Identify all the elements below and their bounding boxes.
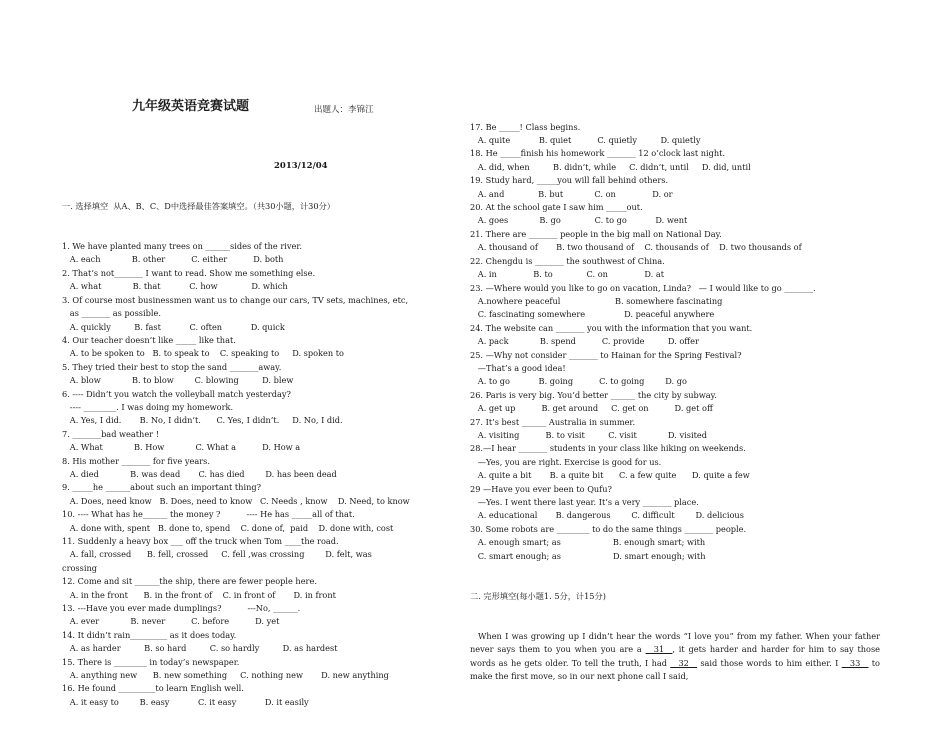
answer-options: A. blow B. to blow C. blowing D. blew <box>62 375 294 386</box>
answer-options: C. smart enough; as D. smart enough; with <box>470 550 706 561</box>
answer-options: A. as harder B. so hard C. so hardly D. as hardest <box>62 643 338 654</box>
question-line: 2. That’s not_______ I want to read. Show me something else. <box>62 267 316 278</box>
question-line: 26. Paris is very big. You’d better ______ the city by subway. <box>470 389 717 400</box>
question-line: —Yes, you are right. Exercise is good for us. <box>470 456 662 467</box>
question-line: 11. Suddenly a heavy box ___ off the truck when Tom ____the road. <box>62 536 339 546</box>
answer-options: A. goes B. go C. to go D. went <box>470 215 688 226</box>
answer-options: A. in B. to C. on D. at <box>470 269 664 280</box>
blank-33: __33__ <box>841 657 869 668</box>
answer-options: A. pack B. spend C. provide D. offer <box>470 336 699 347</box>
section-1-heading: 一. 选择填空 从A、B、C、D中选择最佳答案填空。（共30小题，计30分） <box>62 200 335 211</box>
question-line: crossing <box>62 562 97 573</box>
question-line: 8. His mother _______ for five years. <box>62 455 210 466</box>
question-line: 22. Chengdu is _______ the southwest of China. <box>470 255 665 266</box>
passage-text: said those words to him either. I <box>697 657 842 668</box>
page-title: 九年级英语竞赛试题 <box>132 98 250 114</box>
answer-options: A. what B. that C. how D. which <box>62 281 288 292</box>
answer-options: A. did, when B. didn’t, while C. didn’t, until D. did, until <box>470 161 751 172</box>
question-line: 25. —Why not consider _______ to Hainan for the Spring Festival? <box>470 349 742 360</box>
answer-options: A. enough smart; as B. enough smart; with <box>470 537 706 548</box>
answer-options: A. done with, spent B. done to, spend C. done of, paid D. done with, cost <box>62 522 394 533</box>
question-line: 12. Come and sit ______the ship, there are fewer people here. <box>62 576 317 587</box>
question-line: 21. There are _______ people in the big mall on National Day. <box>470 228 722 239</box>
question-setter: 出题人：李锦江 <box>314 104 374 115</box>
question-line: 23. —Where would you like to go on vacation, Linda? — I would like to go _______. <box>470 282 816 293</box>
answer-options: A. Does, need know B. Does, need to know C. Needs , know D. Need, to know <box>62 495 410 506</box>
answer-options: A. each B. other C. either D. both <box>62 254 284 265</box>
question-line: 7. _______bad weather ! <box>62 428 159 439</box>
question-line: 13. ---Have you ever made dumplings? ---No, ______. <box>62 603 301 614</box>
question-line: 30. Some robots are ________ to do the same things _______ people. <box>470 523 747 534</box>
answer-options: A. get up B. get around C. get on D. get off <box>470 403 713 414</box>
answer-options: A. fall, crossed B. fell, crossed C. fell ,was crossing D. felt, was <box>62 549 372 560</box>
passage-text: When I was growing up I didn’t hear the words “I love you” from my father. When your father never says them to you when you are a <box>470 631 880 655</box>
question-line: 27. It’s best ______ Australia in summer. <box>470 416 636 427</box>
answer-options: A. in the front B. in the front of C. in front of D. in front <box>62 589 336 600</box>
question-line: 15. There is ________ in today’s newspaper. <box>62 656 240 667</box>
question-line: ---- ________. I was doing my homework. <box>62 401 234 412</box>
passage-text: to make the first move, so in our next phone call I said, <box>470 657 880 682</box>
answer-options: A. quickly B. fast C. often D. quick <box>62 321 285 332</box>
question-line: 24. The website can _______ you with the information that you want. <box>470 322 753 333</box>
question-line: 17. Be _____! Class begins. <box>470 121 581 132</box>
answer-options: A. it easy to B. easy C. it easy D. it easily <box>62 696 309 707</box>
left-column <box>62 0 467 736</box>
question-line: 19. Study hard, _____you will fall behind others. <box>470 175 669 186</box>
cloze-passage <box>470 630 880 684</box>
answer-options: A. quite a bit B. a quite bit C. a few quite D. quite a few <box>470 470 750 481</box>
answer-options: A. quite B. quiet C. quietly D. quietly <box>470 135 701 146</box>
question-line: 6. ---- Didn’t you watch the volleyball match yesterday? <box>62 388 291 399</box>
question-line: 20. At the school gate I saw him _____out. <box>470 202 643 213</box>
answer-options: C. fascinating somewhere D. peaceful anywhere <box>470 309 715 320</box>
question-line: 4. Our teacher doesn’t like _____ like that. <box>62 334 236 345</box>
section-2-heading: 二. 完形填空(每小题1. 5分，计15分) <box>470 590 606 601</box>
question-line: 3. Of course most businessmen want us to change our cars, TV sets, machines, etc, <box>62 294 409 305</box>
question-line: 16. He found _________to learn English well. <box>62 683 244 694</box>
question-line: as _______ as possible. <box>62 308 161 319</box>
answer-options: A. and B. but C. on D. or <box>470 188 673 199</box>
answer-options: A. educational B. dangerous C. difficult D. delicious <box>470 510 744 521</box>
blank-32: __32__ <box>670 657 698 668</box>
answer-options: A. ever B. never C. before D. yet <box>62 616 280 627</box>
passage-text: , it gets harder and harder for him to say those words as he gets older. To tell the truth, I had <box>470 644 880 668</box>
question-line: 14. It didn’t rain_________ as it does today. <box>62 629 237 640</box>
exam-date: 2013/12/04 <box>274 160 328 171</box>
question-line: 18. He _____finish his homework _______ 12 o’clock last night. <box>470 148 726 159</box>
question-line: 9. _____he ______about such an important thing? <box>62 482 261 493</box>
answer-options: A.nowhere peaceful B. somewhere fascinating <box>470 295 723 306</box>
right-column <box>470 0 880 711</box>
question-line: 5. They tried their best to stop the sand _______away. <box>62 361 282 372</box>
question-line: —That’s a good idea! <box>470 362 566 373</box>
question-line: 10. ---- What has he______ the money ? ---- He has _____all of that. <box>62 509 355 520</box>
question-line: 1. We have planted many trees on ______sides of the river. <box>62 241 302 252</box>
blank-31: __31__ <box>645 644 673 655</box>
question-line: 29 —Have you ever been to Qufu? <box>470 483 612 494</box>
answer-options: A. Yes, I did. B. No, I didn’t. C. Yes, I didn’t. D. No, I did. <box>62 415 343 426</box>
right-question-list <box>470 121 880 563</box>
answer-options: A. What B. How C. What a D. How a <box>62 442 301 453</box>
question-line: —Yes. I went there last year. It’s a very _______ place. <box>470 497 699 507</box>
title-row <box>62 100 467 133</box>
question-line: 28.—I hear _______ students in your class like hiking on weekends. <box>470 443 746 454</box>
answer-options: A. to go B. going C. to going D. go <box>470 376 687 387</box>
answer-options: A. thousand of B. two thousand of C. thousands of D. two thousands of <box>470 242 802 253</box>
answer-options: A. anything new B. new something C. nothing new D. new anything <box>62 670 389 681</box>
left-question-list <box>62 240 467 709</box>
answer-options: A. to be spoken to B. to speak to C. speaking to D. spoken to <box>62 348 344 359</box>
answer-options: A. visiting B. to visit C. visit D. visited <box>470 429 707 440</box>
answer-options: A. died B. was dead C. has died D. has been dead <box>62 468 337 479</box>
